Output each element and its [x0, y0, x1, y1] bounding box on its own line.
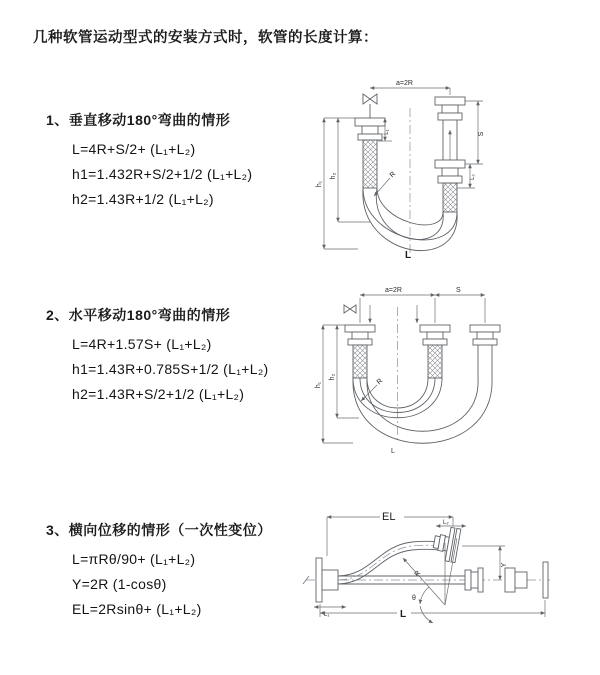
dimension-a2r	[360, 287, 435, 295]
dim-label-a2r: a=2R	[396, 80, 413, 87]
radius-callout	[374, 171, 397, 196]
section-lateral-displacement	[46, 520, 272, 622]
formula-l: L=πRθ/90+ (L₁+L₂)	[72, 551, 196, 567]
section-vertical-move	[46, 110, 252, 212]
dimension-h1	[315, 325, 353, 443]
section-2-heading: 2、水平移动180°弯曲的情形	[46, 307, 231, 323]
dim-label-l2: L₂	[443, 520, 449, 526]
formula-el: EL=2Rsinθ+ (L₁+L₂)	[72, 601, 202, 617]
left-flange	[345, 325, 375, 345]
right-flange-upper	[435, 97, 465, 120]
dimension-s	[435, 287, 485, 295]
middle-flange	[420, 325, 450, 345]
page-title: 几种软管运动型式的安装方式时，软管的长度计算：	[33, 30, 378, 46]
dim-label-a2r: a=2R	[385, 287, 402, 294]
diagram-lateral-displacement	[300, 500, 590, 636]
section-3-heading: 3、横向位移的情形（一次性变位）	[46, 522, 272, 538]
dimension-l2	[436, 520, 466, 526]
valve-icon	[344, 305, 356, 313]
angle-theta	[412, 587, 433, 623]
diagram-horizontal-move-180	[305, 283, 575, 458]
formula-h1: h1=1.43R+0.785S+1/2 (L₁+L₂)	[72, 361, 269, 377]
radius-callout	[361, 378, 384, 401]
dim-label-r: R	[375, 377, 385, 387]
braided-hose-middle	[428, 345, 442, 378]
upper-flange	[431, 525, 461, 563]
dim-label-r: R	[388, 170, 398, 180]
section-horizontal-move	[46, 305, 269, 407]
counterpart-flange	[505, 562, 548, 598]
dim-label-el: EL	[382, 511, 396, 523]
dimension-l1	[314, 607, 346, 618]
dim-label-l2: L₂	[470, 174, 476, 180]
formula-l: L=4R+S/2+ (L₁+L₂)	[72, 141, 196, 157]
dim-label-h1: h₁	[316, 180, 323, 188]
dimension-a2r	[370, 80, 450, 95]
formula-h1: h1=1.432R+S/2+1/2 (L₁+L₂)	[72, 166, 253, 182]
dim-label-l: L	[391, 448, 395, 455]
formula-h2: h2=1.43R+S/2+1/2 (L₁+L₂)	[72, 386, 245, 402]
dim-label-l1: L₁	[384, 129, 390, 135]
braided-hose-right	[443, 183, 457, 212]
diagram-vertical-move-180	[308, 72, 558, 268]
right-flange-lower	[435, 160, 465, 183]
formula-h2: h2=1.43R+1/2 (L₁+L₂)	[72, 191, 214, 207]
braided-hose-left	[353, 345, 367, 378]
dimension-l	[320, 600, 545, 620]
right-flange	[470, 325, 500, 345]
section-1-heading: 1、垂直移动180°弯曲的情形	[46, 112, 231, 128]
formula-l: L=4R+1.57S+ (L₁+L₂)	[72, 336, 212, 352]
dim-label-h2: h₂	[330, 172, 337, 180]
dim-label-theta: θ	[412, 595, 416, 602]
dim-label-h2: h₂	[329, 373, 336, 381]
dimension-s	[465, 101, 485, 164]
dim-label-s: S	[456, 287, 461, 294]
dim-label-l: L	[405, 250, 412, 261]
left-flange	[355, 118, 385, 140]
dim-label-l: L	[400, 609, 407, 620]
braided-hose-left	[363, 140, 377, 188]
deflected-hose	[338, 541, 441, 584]
dim-label-y: Y	[501, 562, 508, 568]
dim-label-l1: L₁	[324, 612, 330, 618]
formula-y: Y=2R (1-cosθ)	[72, 576, 167, 592]
dim-label-h1: h₁	[315, 381, 322, 389]
dim-label-r: R	[413, 569, 423, 579]
valve-icon	[363, 94, 377, 118]
dimension-h1	[316, 118, 358, 249]
dim-label-s: S	[478, 131, 485, 137]
left-flange	[316, 558, 338, 602]
